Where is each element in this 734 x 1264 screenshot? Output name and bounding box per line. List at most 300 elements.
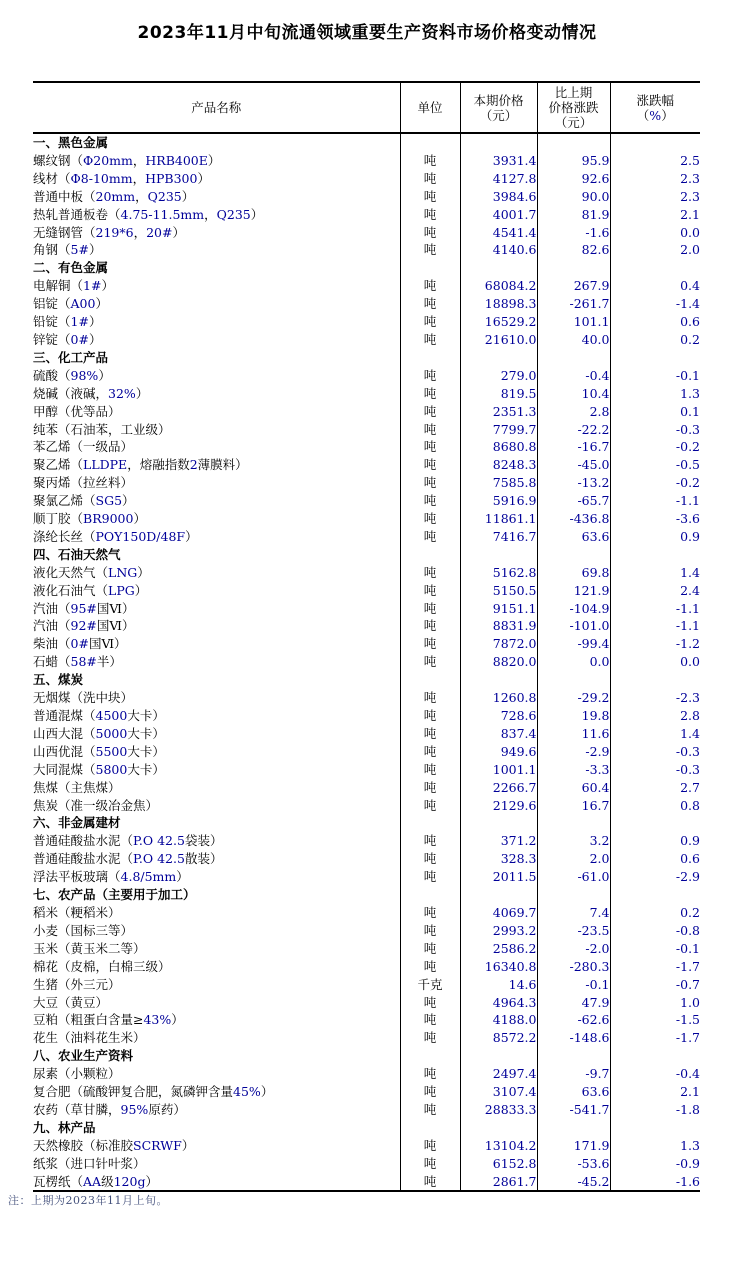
change-cell: 95.9 bbox=[537, 152, 610, 170]
empty-cell bbox=[400, 671, 460, 689]
pct-cell: -0.4 bbox=[675, 1066, 700, 1082]
table-row bbox=[33, 940, 700, 958]
unit-cell: 吨 bbox=[400, 868, 460, 886]
table-row bbox=[33, 528, 700, 546]
empty-cell bbox=[400, 1119, 460, 1137]
unit-cell: 吨 bbox=[400, 904, 460, 922]
unit-cell: 吨 bbox=[400, 1173, 460, 1192]
table-row bbox=[33, 761, 700, 779]
table-row bbox=[33, 958, 700, 976]
change-cell: -541.7 bbox=[537, 1101, 610, 1119]
table-row bbox=[33, 994, 700, 1012]
change-cell: 16.7 bbox=[537, 797, 610, 815]
unit-cell: 千克 bbox=[400, 976, 460, 994]
table-row bbox=[33, 635, 700, 653]
change-cell: -65.7 bbox=[537, 492, 610, 510]
unit-cell: 吨 bbox=[400, 707, 460, 725]
table-row bbox=[33, 922, 700, 940]
price-cell: 16340.8 bbox=[460, 958, 537, 976]
pct-cell: 2.1 bbox=[680, 206, 700, 222]
table-row bbox=[33, 1155, 700, 1173]
change-cell: -45.0 bbox=[537, 456, 610, 474]
empty-cell bbox=[610, 1047, 700, 1065]
column-header-4: 涨跌幅 （%） bbox=[610, 82, 700, 133]
section-title-cell: 六、非金属建材 bbox=[33, 814, 400, 832]
table-row bbox=[33, 456, 700, 474]
unit-cell: 吨 bbox=[400, 940, 460, 958]
product-name-cell: 汽油（92#国Ⅵ） bbox=[33, 617, 400, 635]
unit-cell: 吨 bbox=[400, 188, 460, 206]
table-row bbox=[33, 1011, 700, 1029]
product-name-cell: 苯乙烯（一级品） bbox=[33, 438, 400, 456]
price-cell: 1260.8 bbox=[460, 689, 537, 707]
product-name-cell: 焦炭（准一级冶金焦） bbox=[33, 797, 400, 815]
table-row bbox=[33, 617, 700, 635]
table-row bbox=[33, 1137, 700, 1155]
table-row bbox=[33, 832, 700, 850]
unit-cell: 吨 bbox=[400, 206, 460, 224]
product-name-cell: 聚氯乙烯（SG5） bbox=[33, 492, 400, 510]
change-cell: -1.6 bbox=[537, 224, 610, 242]
price-cell: 2351.3 bbox=[460, 403, 537, 421]
price-cell: 4001.7 bbox=[460, 206, 537, 224]
price-cell: 279.0 bbox=[460, 367, 537, 385]
unit-cell: 吨 bbox=[400, 725, 460, 743]
price-cell: 2993.2 bbox=[460, 922, 537, 940]
product-name-cell: 玉米（黄玉米二等） bbox=[33, 940, 400, 958]
table-row bbox=[33, 224, 700, 242]
product-name-cell: 山西大混（5000大卡） bbox=[33, 725, 400, 743]
empty-cell bbox=[460, 1119, 537, 1137]
table-row bbox=[33, 474, 700, 492]
unit-cell: 吨 bbox=[400, 528, 460, 546]
unit-cell: 吨 bbox=[400, 152, 460, 170]
price-cell: 16529.2 bbox=[460, 313, 537, 331]
product-name-cell: 棉花（皮棉，白棉三级） bbox=[33, 958, 400, 976]
product-name-cell: 铝锭（A00） bbox=[33, 295, 400, 313]
change-cell: 40.0 bbox=[537, 331, 610, 349]
pct-cell: -1.5 bbox=[675, 1012, 700, 1028]
section-title-cell: 三、化工产品 bbox=[33, 349, 400, 367]
product-name-cell: 涤纶长丝（POY150D/48F） bbox=[33, 528, 400, 546]
empty-cell bbox=[400, 886, 460, 904]
price-cell: 2129.6 bbox=[460, 797, 537, 815]
pct-cell: 0.4 bbox=[680, 278, 700, 294]
empty-cell bbox=[610, 1119, 700, 1137]
product-name-cell: 大豆（黄豆） bbox=[33, 994, 400, 1012]
product-name-cell: 生猪（外三元） bbox=[33, 976, 400, 994]
price-cell: 5916.9 bbox=[460, 492, 537, 510]
change-cell: 11.6 bbox=[537, 725, 610, 743]
price-cell: 837.4 bbox=[460, 725, 537, 743]
price-cell: 11861.1 bbox=[460, 510, 537, 528]
empty-cell bbox=[537, 1119, 610, 1137]
pct-cell: 1.0 bbox=[680, 994, 700, 1010]
change-cell: -148.6 bbox=[537, 1029, 610, 1047]
table-row bbox=[33, 421, 700, 439]
pct-cell: -1.7 bbox=[675, 958, 700, 974]
empty-cell bbox=[610, 259, 700, 277]
table-row bbox=[33, 1173, 700, 1192]
table-row bbox=[33, 510, 700, 528]
price-cell: 728.6 bbox=[460, 707, 537, 725]
unit-cell: 吨 bbox=[400, 510, 460, 528]
product-name-cell: 硫酸（98%） bbox=[33, 367, 400, 385]
change-cell: -61.0 bbox=[537, 868, 610, 886]
price-cell: 4188.0 bbox=[460, 1011, 537, 1029]
price-cell: 18898.3 bbox=[460, 295, 537, 313]
price-cell: 28833.3 bbox=[460, 1101, 537, 1119]
pct-cell: -0.1 bbox=[675, 940, 700, 956]
pct-cell: 0.0 bbox=[680, 224, 700, 240]
table-row bbox=[33, 331, 700, 349]
unit-cell: 吨 bbox=[400, 331, 460, 349]
change-cell: 171.9 bbox=[537, 1137, 610, 1155]
pct-cell: -0.5 bbox=[675, 457, 700, 473]
empty-cell bbox=[610, 886, 700, 904]
price-cell: 4964.3 bbox=[460, 994, 537, 1012]
unit-cell: 吨 bbox=[400, 277, 460, 295]
empty-cell bbox=[537, 349, 610, 367]
section-row bbox=[33, 133, 700, 152]
empty-cell bbox=[537, 886, 610, 904]
product-name-cell: 热轧普通板卷（4.75-11.5mm，Q235） bbox=[33, 206, 400, 224]
product-name-cell: 液化天然气（LNG） bbox=[33, 564, 400, 582]
pct-cell: -1.7 bbox=[675, 1030, 700, 1046]
change-cell: 2.0 bbox=[537, 850, 610, 868]
table-row bbox=[33, 797, 700, 815]
empty-cell bbox=[537, 546, 610, 564]
table-row bbox=[33, 1029, 700, 1047]
unit-cell: 吨 bbox=[400, 170, 460, 188]
section-title-cell: 一、黑色金属 bbox=[33, 133, 400, 152]
price-cell: 4541.4 bbox=[460, 224, 537, 242]
table-row bbox=[33, 976, 700, 994]
table-row bbox=[33, 707, 700, 725]
change-cell: -0.1 bbox=[537, 976, 610, 994]
product-name-cell: 普通硅酸盐水泥（P.O 42.5袋装） bbox=[33, 832, 400, 850]
unit-cell: 吨 bbox=[400, 994, 460, 1012]
pct-cell: -0.1 bbox=[675, 367, 700, 383]
column-header-3: 比上期 价格涨跌 （元） bbox=[537, 82, 610, 133]
pct-cell: -3.6 bbox=[675, 511, 700, 527]
unit-cell: 吨 bbox=[400, 492, 460, 510]
product-name-cell: 焦煤（主焦煤） bbox=[33, 779, 400, 797]
pct-cell: 1.3 bbox=[680, 385, 700, 401]
change-cell: -29.2 bbox=[537, 689, 610, 707]
pct-cell: -0.2 bbox=[675, 439, 700, 455]
unit-cell: 吨 bbox=[400, 241, 460, 259]
table-row bbox=[33, 152, 700, 170]
empty-cell bbox=[537, 133, 610, 152]
product-name-cell: 稻米（粳稻米） bbox=[33, 904, 400, 922]
pct-cell: 2.3 bbox=[680, 188, 700, 204]
product-name-cell: 复合肥（硫酸钾复合肥，氮磷钾含量45%） bbox=[33, 1083, 400, 1101]
change-cell: 81.9 bbox=[537, 206, 610, 224]
change-cell: -2.9 bbox=[537, 743, 610, 761]
product-name-cell: 石蜡（58#半） bbox=[33, 653, 400, 671]
price-cell: 2011.5 bbox=[460, 868, 537, 886]
table-row bbox=[33, 904, 700, 922]
unit-cell: 吨 bbox=[400, 474, 460, 492]
table-row bbox=[33, 277, 700, 295]
pct-cell: -0.3 bbox=[675, 743, 700, 759]
empty-cell bbox=[460, 886, 537, 904]
product-name-cell: 甲醇（优等品） bbox=[33, 403, 400, 421]
empty-cell bbox=[460, 671, 537, 689]
table-row bbox=[33, 367, 700, 385]
unit-cell: 吨 bbox=[400, 224, 460, 242]
unit-cell: 吨 bbox=[400, 1137, 460, 1155]
table-row bbox=[33, 564, 700, 582]
product-name-cell: 纸浆（进口针叶浆） bbox=[33, 1155, 400, 1173]
product-name-cell: 液化石油气（LPG） bbox=[33, 582, 400, 600]
change-cell: -280.3 bbox=[537, 958, 610, 976]
product-name-cell: 锌锭（0#） bbox=[33, 331, 400, 349]
pct-cell: 1.3 bbox=[680, 1137, 700, 1153]
change-cell: -99.4 bbox=[537, 635, 610, 653]
price-cell: 2266.7 bbox=[460, 779, 537, 797]
section-title-cell: 八、农业生产资料 bbox=[33, 1047, 400, 1065]
table-row bbox=[33, 653, 700, 671]
pct-cell: 2.3 bbox=[680, 170, 700, 186]
product-name-cell: 柴油（0#国Ⅵ） bbox=[33, 635, 400, 653]
product-name-cell: 农药（草甘膦，95%原药） bbox=[33, 1101, 400, 1119]
section-title-cell: 五、煤炭 bbox=[33, 671, 400, 689]
product-name-cell: 大同混煤（5800大卡） bbox=[33, 761, 400, 779]
price-cell: 949.6 bbox=[460, 743, 537, 761]
product-name-cell: 豆粕（粗蛋白含量≥43%） bbox=[33, 1011, 400, 1029]
change-cell: -2.0 bbox=[537, 940, 610, 958]
unit-cell: 吨 bbox=[400, 797, 460, 815]
change-cell: 63.6 bbox=[537, 1083, 610, 1101]
unit-cell: 吨 bbox=[400, 1029, 460, 1047]
product-name-cell: 山西优混（5500大卡） bbox=[33, 743, 400, 761]
product-name-cell: 小麦（国标三等） bbox=[33, 922, 400, 940]
change-cell: 10.4 bbox=[537, 385, 610, 403]
pct-cell: -2.3 bbox=[675, 690, 700, 706]
product-name-cell: 聚丙烯（拉丝料） bbox=[33, 474, 400, 492]
pct-cell: 1.4 bbox=[680, 725, 700, 741]
table-row bbox=[33, 1083, 700, 1101]
empty-cell bbox=[610, 349, 700, 367]
pct-cell: -1.1 bbox=[675, 600, 700, 616]
unit-cell: 吨 bbox=[400, 1065, 460, 1083]
change-cell: 7.4 bbox=[537, 904, 610, 922]
empty-cell bbox=[610, 814, 700, 832]
empty-cell bbox=[460, 349, 537, 367]
unit-cell: 吨 bbox=[400, 635, 460, 653]
price-cell: 3984.6 bbox=[460, 188, 537, 206]
empty-cell bbox=[460, 133, 537, 152]
unit-cell: 吨 bbox=[400, 689, 460, 707]
table-row bbox=[33, 1065, 700, 1083]
product-name-cell: 浮法平板玻璃（4.8/5mm） bbox=[33, 868, 400, 886]
section-title-cell: 九、林产品 bbox=[33, 1119, 400, 1137]
price-cell: 13104.2 bbox=[460, 1137, 537, 1155]
table-row bbox=[33, 689, 700, 707]
table-row bbox=[33, 206, 700, 224]
product-name-cell: 聚乙烯（LLDPE，熔融指数2薄膜料） bbox=[33, 456, 400, 474]
change-cell: 121.9 bbox=[537, 582, 610, 600]
product-name-cell: 铅锭（1#） bbox=[33, 313, 400, 331]
change-cell: -104.9 bbox=[537, 600, 610, 618]
price-cell: 8831.9 bbox=[460, 617, 537, 635]
product-name-cell: 花生（油料花生米） bbox=[33, 1029, 400, 1047]
price-cell: 68084.2 bbox=[460, 277, 537, 295]
pct-cell: 2.7 bbox=[680, 779, 700, 795]
pct-cell: 2.5 bbox=[680, 152, 700, 168]
price-table bbox=[33, 81, 700, 1192]
section-row bbox=[33, 671, 700, 689]
section-row bbox=[33, 886, 700, 904]
pct-cell: -1.6 bbox=[675, 1173, 700, 1189]
product-name-cell: 纯苯（石油苯，工业级） bbox=[33, 421, 400, 439]
table-row bbox=[33, 779, 700, 797]
pct-cell: 0.6 bbox=[680, 314, 700, 330]
price-cell: 7799.7 bbox=[460, 421, 537, 439]
table-row bbox=[33, 492, 700, 510]
unit-cell: 吨 bbox=[400, 1101, 460, 1119]
pct-cell: -0.8 bbox=[675, 922, 700, 938]
unit-cell: 吨 bbox=[400, 1011, 460, 1029]
empty-cell bbox=[537, 814, 610, 832]
empty-cell bbox=[400, 1047, 460, 1065]
change-cell: -13.2 bbox=[537, 474, 610, 492]
pct-cell: 0.2 bbox=[680, 331, 700, 347]
product-name-cell: 螺纹钢（Φ20mm，HRB400E） bbox=[33, 152, 400, 170]
unit-cell: 吨 bbox=[400, 582, 460, 600]
price-cell: 8572.2 bbox=[460, 1029, 537, 1047]
unit-cell: 吨 bbox=[400, 564, 460, 582]
section-row bbox=[33, 259, 700, 277]
change-cell: -53.6 bbox=[537, 1155, 610, 1173]
table-row bbox=[33, 295, 700, 313]
change-cell: -261.7 bbox=[537, 295, 610, 313]
unit-cell: 吨 bbox=[400, 958, 460, 976]
unit-cell: 吨 bbox=[400, 385, 460, 403]
section-row bbox=[33, 1047, 700, 1065]
table-row bbox=[33, 438, 700, 456]
section-row bbox=[33, 814, 700, 832]
pct-cell: 0.0 bbox=[680, 654, 700, 670]
empty-cell bbox=[537, 259, 610, 277]
change-cell: 92.6 bbox=[537, 170, 610, 188]
product-name-cell: 普通混煤（4500大卡） bbox=[33, 707, 400, 725]
column-header-2: 本期价格 （元） bbox=[460, 82, 537, 133]
pct-cell: -0.3 bbox=[675, 761, 700, 777]
table-row bbox=[33, 850, 700, 868]
table-row bbox=[33, 241, 700, 259]
change-cell: -62.6 bbox=[537, 1011, 610, 1029]
change-cell: 101.1 bbox=[537, 313, 610, 331]
pct-cell: -0.9 bbox=[675, 1155, 700, 1171]
empty-cell bbox=[460, 814, 537, 832]
change-cell: 0.0 bbox=[537, 653, 610, 671]
pct-cell: -1.8 bbox=[675, 1101, 700, 1117]
product-name-cell: 顺丁胶（BR9000） bbox=[33, 510, 400, 528]
empty-cell bbox=[537, 1047, 610, 1065]
unit-cell: 吨 bbox=[400, 313, 460, 331]
change-cell: 82.6 bbox=[537, 241, 610, 259]
pct-cell: 0.8 bbox=[680, 797, 700, 813]
pct-cell: 0.6 bbox=[680, 851, 700, 867]
empty-cell bbox=[610, 133, 700, 152]
pct-cell: -1.4 bbox=[675, 296, 700, 312]
price-cell: 3107.4 bbox=[460, 1083, 537, 1101]
pct-cell: 2.0 bbox=[680, 242, 700, 258]
price-cell: 4127.8 bbox=[460, 170, 537, 188]
change-cell: -23.5 bbox=[537, 922, 610, 940]
price-cell: 9151.1 bbox=[460, 600, 537, 618]
empty-cell bbox=[460, 1047, 537, 1065]
product-name-cell: 尿素（小颗粒） bbox=[33, 1065, 400, 1083]
change-cell: -16.7 bbox=[537, 438, 610, 456]
price-cell: 7872.0 bbox=[460, 635, 537, 653]
price-cell: 14.6 bbox=[460, 976, 537, 994]
product-name-cell: 烧碱（液碱，32%） bbox=[33, 385, 400, 403]
empty-cell bbox=[400, 349, 460, 367]
price-cell: 2586.2 bbox=[460, 940, 537, 958]
pct-cell: 0.2 bbox=[680, 904, 700, 920]
pct-cell: 2.4 bbox=[680, 582, 700, 598]
price-cell: 21610.0 bbox=[460, 331, 537, 349]
section-row bbox=[33, 1119, 700, 1137]
pct-cell: -0.7 bbox=[675, 976, 700, 992]
pct-cell: -0.2 bbox=[675, 475, 700, 491]
price-cell: 2497.4 bbox=[460, 1065, 537, 1083]
empty-cell bbox=[460, 259, 537, 277]
price-cell: 1001.1 bbox=[460, 761, 537, 779]
change-cell: -45.2 bbox=[537, 1173, 610, 1192]
change-cell: 19.8 bbox=[537, 707, 610, 725]
product-name-cell: 无缝钢管（219*6，20#） bbox=[33, 224, 400, 242]
unit-cell: 吨 bbox=[400, 617, 460, 635]
change-cell: -22.2 bbox=[537, 421, 610, 439]
change-cell: 69.8 bbox=[537, 564, 610, 582]
table-row bbox=[33, 582, 700, 600]
change-cell: -3.3 bbox=[537, 761, 610, 779]
unit-cell: 吨 bbox=[400, 456, 460, 474]
section-row bbox=[33, 349, 700, 367]
empty-cell bbox=[400, 814, 460, 832]
empty-cell bbox=[460, 546, 537, 564]
table-row bbox=[33, 600, 700, 618]
change-cell: 47.9 bbox=[537, 994, 610, 1012]
unit-cell: 吨 bbox=[400, 438, 460, 456]
section-row bbox=[33, 546, 700, 564]
table-body bbox=[33, 133, 700, 1191]
unit-cell: 吨 bbox=[400, 761, 460, 779]
pct-cell: -1.1 bbox=[675, 493, 700, 509]
unit-cell: 吨 bbox=[400, 1083, 460, 1101]
page-title: 2023年11月中旬流通领域重要生产资料市场价格变动情况 bbox=[137, 23, 597, 43]
price-cell: 2861.7 bbox=[460, 1173, 537, 1192]
empty-cell bbox=[610, 671, 700, 689]
price-cell: 8680.8 bbox=[460, 438, 537, 456]
price-cell: 6152.8 bbox=[460, 1155, 537, 1173]
unit-cell: 吨 bbox=[400, 850, 460, 868]
product-name-cell: 无烟煤（洗中块） bbox=[33, 689, 400, 707]
footnote: 注：上期为2023年11月上旬。 bbox=[8, 1194, 168, 1207]
price-cell: 328.3 bbox=[460, 850, 537, 868]
table-row bbox=[33, 725, 700, 743]
empty-cell bbox=[400, 259, 460, 277]
change-cell: 63.6 bbox=[537, 528, 610, 546]
table-row bbox=[33, 743, 700, 761]
unit-cell: 吨 bbox=[400, 743, 460, 761]
table-row bbox=[33, 170, 700, 188]
